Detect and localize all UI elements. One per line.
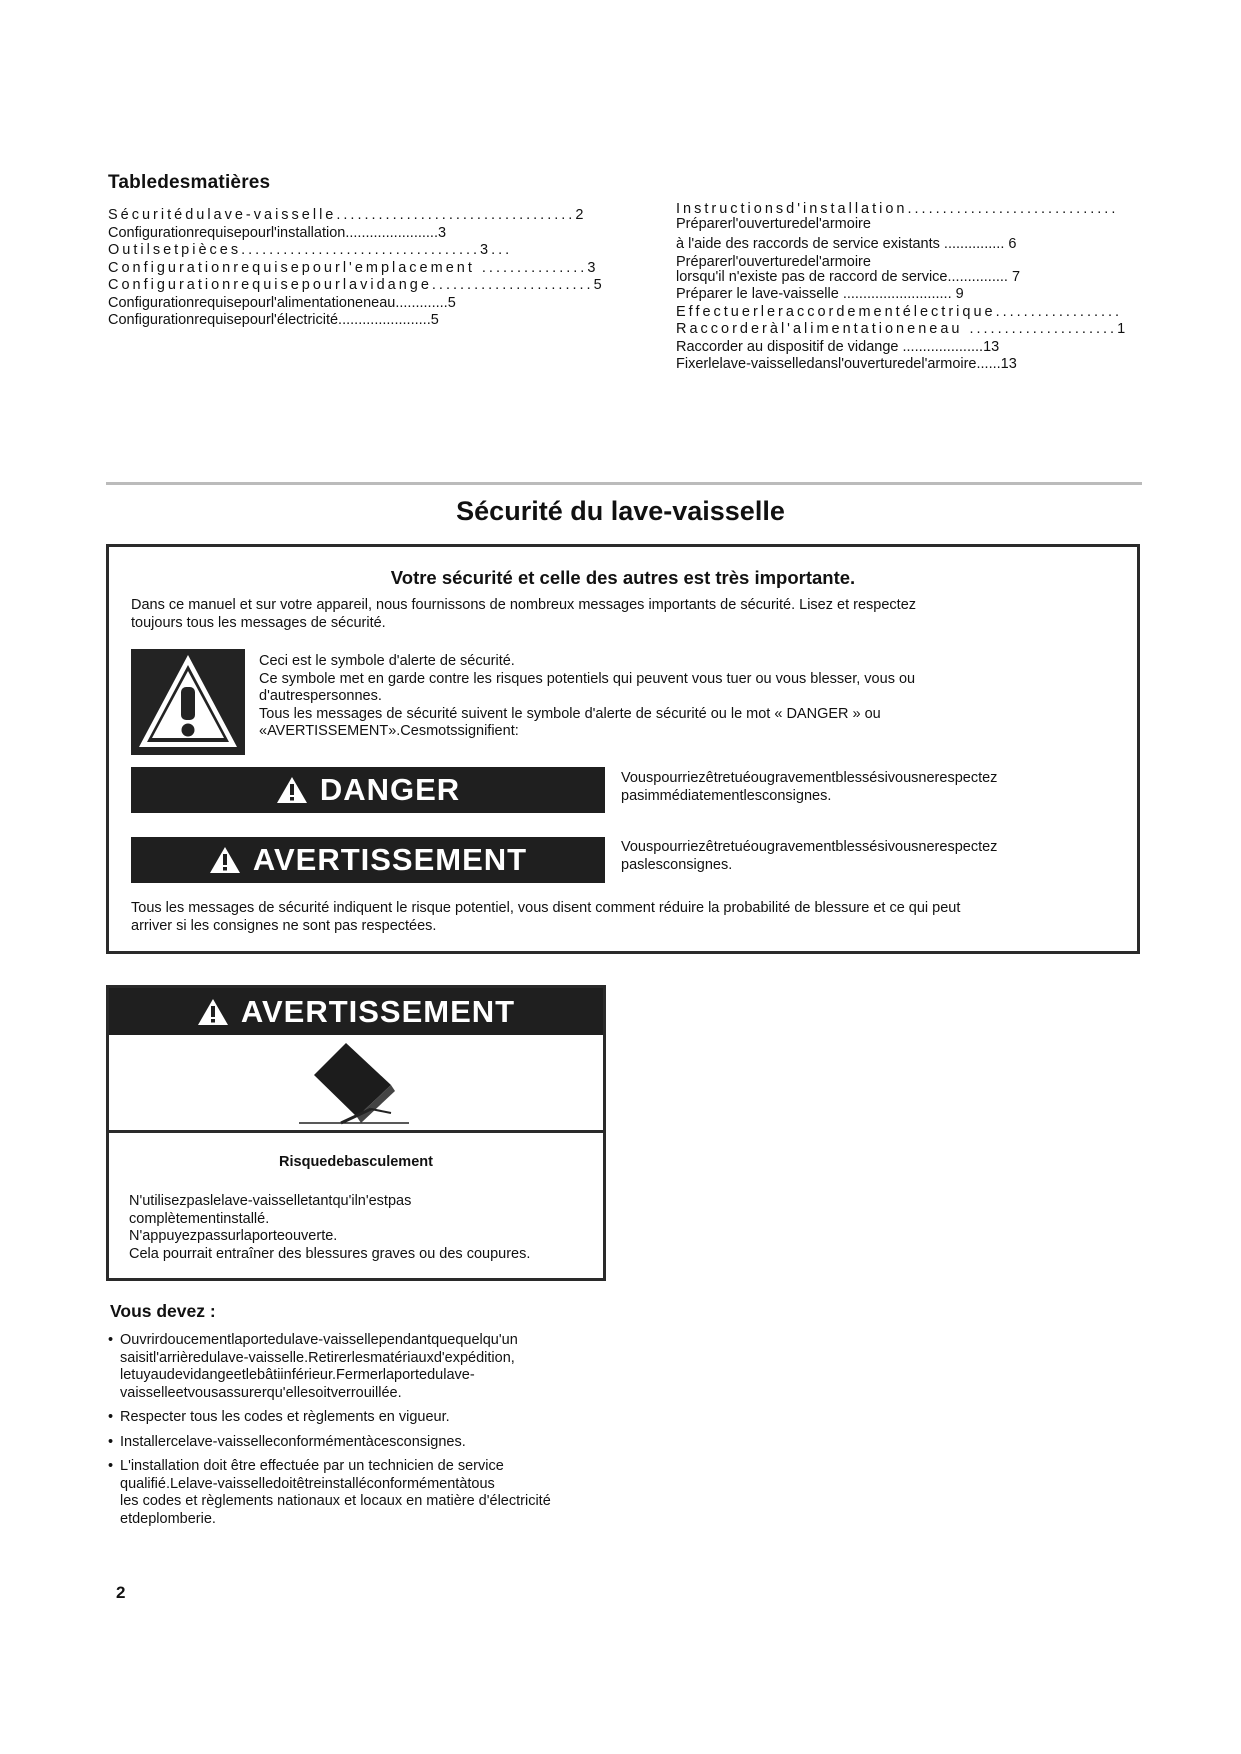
toc-entry-label: Configurationrequisepourl'alimentationeneau.............5	[108, 294, 456, 311]
toc-entry[interactable]	[108, 225, 605, 243]
toc-entry[interactable]	[676, 321, 1128, 339]
symbol-explanation	[259, 653, 915, 741]
safety-alert-icon	[131, 649, 245, 755]
must-line: • Respecter tous les codes et règlements en vigueur.	[120, 1409, 450, 1425]
toc-entry[interactable]	[108, 242, 605, 260]
toc-entry-label: Raccorder au dispositif de vidange ....................13	[676, 338, 1000, 355]
safety-intro-line: toujours tous les messages de sécurité.	[131, 614, 386, 631]
safety-info-box	[106, 544, 1140, 954]
danger-label: DANGER	[319, 772, 461, 807]
must-line: etdeplomberie.	[120, 1510, 216, 1527]
toc-entry-label: Fixerlelave-vaisselledansl'ouverturedel'armoire......13	[676, 356, 1017, 372]
tip-line: N'appuyezpassurlaporteouverte.	[129, 1228, 338, 1244]
symbol-line: Tous les messages de sécurité suivent le symbole d'alerte de sécurité ou le mot « DANGER » ou	[259, 705, 881, 722]
toc-entry-label: Préparerl'ouverturedel'armoire	[676, 216, 871, 232]
toc-entry-label: à l'aide des raccords de service existants ............... 6	[676, 236, 1017, 252]
danger-description	[621, 770, 997, 805]
must-list-item	[108, 1332, 648, 1402]
tip-line: complètementinstallé.	[129, 1210, 270, 1227]
warning-line: paslesconsignes.	[621, 856, 733, 873]
must-line: les codes et règlements nationaux et locaux en matière d'électricité	[120, 1493, 551, 1509]
must-line: letuyaudevidangeetlebâtiinférieur.Fermerlaportedulave-	[120, 1367, 475, 1383]
toc-entry[interactable]	[676, 304, 1128, 322]
warning-triangle-icon	[209, 846, 241, 874]
tip-heading: Risquedebasculement	[279, 1154, 433, 1170]
page-number: 2	[116, 1583, 126, 1602]
must-title: Vous devez :	[110, 1301, 216, 1321]
safety-alert-symbol	[131, 649, 245, 755]
must-list-item	[108, 1434, 648, 1452]
must-list-item	[108, 1458, 648, 1528]
tipping-dishwasher-icon	[109, 1035, 603, 1130]
tip-warning-label: AVERTISSEMENT	[240, 993, 516, 1029]
must-list	[108, 1332, 648, 1535]
danger-banner	[131, 767, 605, 813]
toc-entry-label: Configurationrequisepourl'installation.......................3	[108, 224, 447, 241]
tip-over-warning-box	[106, 985, 606, 1281]
toc-entry-label: lorsqu'il n'existe pas de raccord de service............... 7	[676, 268, 1021, 285]
warning-description	[621, 839, 997, 874]
warning-banner	[131, 837, 605, 883]
tip-warning-banner	[109, 988, 603, 1035]
must-line: • Ouvrirdoucementlaportedulave-vaissellependantquequelqu'un	[120, 1332, 518, 1348]
toc-left-column	[108, 207, 605, 330]
tip-line: N'utilisezpaslelave-vaisselletantqu'iln'estpas	[129, 1193, 412, 1209]
toc-entry[interactable]	[676, 286, 1128, 304]
toc-right-column	[676, 201, 1128, 374]
must-line: • L'installation doit être effectuée par un technicien de service	[120, 1458, 504, 1474]
warning-label: AVERTISSEMENT	[252, 842, 528, 877]
must-line: qualifié.Lelave-vaisselledoitêtreinstalléconformémentàtous	[120, 1475, 495, 1492]
must-line: • Installercelave-vaisselleconformémentàcesconsignes.	[120, 1433, 466, 1450]
safety-footer-line: arriver si les consignes ne sont pas respectées.	[131, 917, 437, 934]
safety-footer	[131, 900, 960, 935]
toc-entry[interactable]	[676, 356, 1128, 374]
toc-entry[interactable]	[108, 207, 605, 225]
warning-triangle-icon	[197, 998, 229, 1026]
toc-entry-label: Préparerl'ouverturedel'armoire	[676, 253, 871, 270]
toc-entry-label: Instructionsd'installation..............................	[676, 201, 1119, 217]
toc-entry-label: Raccorderàl'alimentationeneau .....................1	[676, 321, 1129, 337]
toc-entry[interactable]	[676, 236, 1128, 254]
safety-box-heading: Votre sécurité et celle des autres est très importante.	[390, 567, 856, 588]
toc-entry-label: Préparer le lave-vaisselle ........................... 9	[676, 286, 964, 302]
warning-triangle-icon	[276, 776, 308, 804]
symbol-line: Ceci est le symbole d'alerte de sécurité.	[259, 653, 515, 669]
toc-entry-label: Configurationrequisepourl'emplacement ...............3	[108, 259, 599, 276]
toc-entry-label: Outilsetpièces..................................3...	[108, 242, 513, 258]
toc-entry[interactable]	[676, 269, 1128, 287]
toc-entry[interactable]	[108, 295, 605, 313]
tip-line: Cela pourrait entraîner des blessures graves ou des coupures.	[129, 1245, 531, 1262]
tip-over-illustration	[109, 1035, 603, 1133]
toc-entry[interactable]	[676, 254, 1128, 269]
safety-intro	[131, 597, 916, 632]
symbol-line: d'autrespersonnes.	[259, 688, 382, 704]
toc-entry[interactable]	[108, 312, 605, 330]
toc-entry[interactable]	[108, 277, 605, 295]
toc-entry-label: Sécuritédulave-vaisselle..................................2	[108, 207, 587, 223]
danger-line: pasimmédiatementlesconsignes.	[621, 787, 832, 804]
section-title: Sécurité du lave-vaisselle	[456, 496, 785, 526]
toc-entry-label: Effectuerleraccordementélectrique..................	[676, 303, 1123, 320]
safety-intro-line: Dans ce manuel et sur votre appareil, nous fournissons de nombreux messages importants de sécurité. Lisez et respectez	[131, 597, 917, 613]
must-list-item	[108, 1409, 648, 1427]
must-line: vaisselleetvousassurerqu'ellesoitverrouillée.	[120, 1384, 402, 1401]
symbol-line: «AVERTISSEMENT».Cesmotssignifient:	[259, 723, 519, 739]
toc-entry[interactable]	[108, 260, 605, 278]
tip-description	[129, 1193, 530, 1263]
toc-title: Tabledesmatières	[108, 172, 271, 193]
safety-footer-line: Tous les messages de sécurité indiquent le risque potentiel, vous disent comment réduire la probabilité de blessure et ce qui peut	[131, 900, 961, 916]
toc-entry[interactable]	[676, 216, 1128, 231]
toc-entry-label: Configurationrequisepourl'électricité.......................5	[108, 312, 439, 328]
toc-entry[interactable]	[676, 339, 1128, 357]
danger-line: Vouspourriezêtretuéougravementblessésivousnerespectez	[621, 770, 998, 786]
warning-line: Vouspourriezêtretuéougravementblessésivousnerespectez	[621, 839, 998, 855]
must-line: saisitl'arrièredulave-vaisselle.Retirerlesmatériauxd'expédition,	[120, 1349, 515, 1366]
toc-entry[interactable]	[676, 201, 1128, 216]
symbol-line: Ce symbole met en garde contre les risques potentiels qui peuvent vous tuer ou vous blesser, vous ou	[259, 670, 916, 687]
section-divider	[106, 482, 1142, 485]
toc-entry-label: Configurationrequisepourlavidange.......................5	[108, 277, 605, 293]
